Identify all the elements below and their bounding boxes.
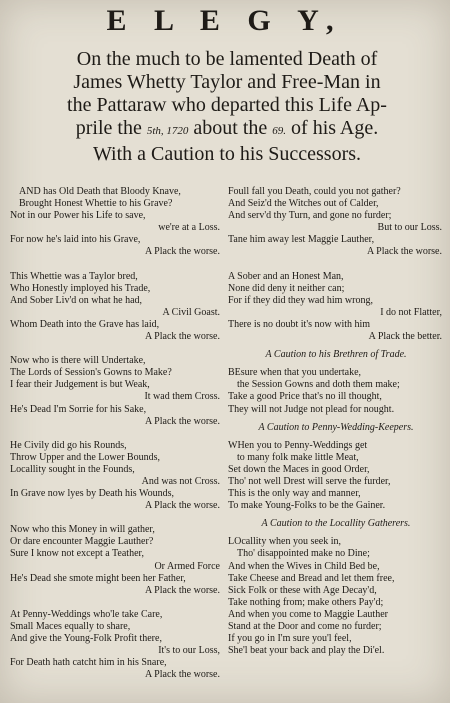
verse-line: And Seiz'd the Witches out of Calder, (228, 198, 379, 210)
verse-line: Now who this Money in will gather, (10, 524, 155, 536)
verse-line: At Penny-Weddings who'le take Care, (10, 608, 163, 620)
verse-line: But to our Loss. (377, 222, 442, 234)
caution-line: the Session Gowns and doth them make; (237, 379, 400, 391)
verse-line (10, 259, 222, 271)
verse-line: There is no doubt it's now with him (228, 318, 371, 330)
caution-line: If you go in I'm sure you'l feel, (228, 633, 352, 645)
caution-line: And when the Wives in Child Bed be, (228, 560, 380, 572)
verse-line: A Plack the worse. (145, 500, 220, 512)
heading-date: 5th, 1720 (146, 125, 189, 137)
caution-line: Tho' disappointed make no Dine; (237, 548, 370, 560)
verse-line: For if they did they wad him wrong, (228, 294, 373, 306)
right-column-verses (228, 186, 444, 343)
verse-line: And Sober Liv'd on what he had, (10, 294, 143, 306)
verse-line (10, 597, 222, 609)
heading-line-4a: prile the (75, 117, 142, 139)
verse-line: A Plack the worse. (145, 584, 220, 596)
verse-line: A Civil Goast. (162, 306, 220, 318)
verse-line: Now who is there will Undertake, (10, 355, 146, 367)
verse-line: I do not Flatter, (380, 306, 442, 318)
verse-line: A Plack the worse. (145, 669, 220, 681)
caution-line: They will not Judge not plead for nought. (228, 403, 395, 415)
verse-line: Who Honestly imployed his Trade, (10, 282, 151, 294)
verse-line: A Sober and an Honest Man, (228, 270, 344, 282)
verse-line (10, 343, 222, 355)
verse-line (228, 259, 444, 271)
caution-line: BEsure when that you undertake, (228, 367, 362, 379)
verse-line: Whom Death into the Grave has laid, (10, 318, 160, 330)
verse-line: Brought Honest Whettie to his Grave? (19, 198, 173, 210)
elegy-title: E L E G Y, (106, 4, 344, 37)
verse-line: Sure I know not except a Teather, (10, 548, 144, 560)
caution-2-verse (228, 440, 444, 513)
caution-line: Set down the Maces in good Order, (228, 463, 370, 475)
caution-3-verse (228, 536, 444, 657)
left-column (10, 186, 222, 681)
verse-line: A Plack the worse. (145, 246, 220, 258)
heading-line-4 (8, 117, 446, 143)
verse-line: A Plack the better. (368, 331, 442, 343)
verse-line: AND has Old Death that Bloody Knave, (19, 186, 181, 197)
verse-line: He's Dead she smote might been her Father, (10, 572, 186, 584)
verse-line: And give the Young-Folk Profit there, (10, 633, 162, 644)
verse-line: Locallity sought in the Founds, (10, 463, 135, 475)
verse-line: For Death hath catcht him in his Snare, (10, 657, 167, 669)
verse-line: It wad them Cross. (144, 391, 220, 403)
caution-line: WHen you to Penny-Weddings get (228, 439, 368, 451)
verse-line: Small Maces equally to share, (10, 620, 131, 632)
caution-line: Take Cheese and Bread and let them free, (228, 572, 395, 584)
verse-line: I fear their Judgement is but Weak, (10, 379, 150, 391)
verse-line: The Lords of Session's Gowns to Make? (10, 367, 172, 379)
caution-line: LOcallity when you seek in, (228, 536, 342, 548)
heading-line-2: James Whetty Taylor and Free-Man in (73, 71, 381, 93)
verse-line: Or dare encounter Maggie Lauther? (10, 536, 154, 548)
verse-line (10, 512, 222, 524)
caution-3-title: A Caution to the Locallity Gatherers. (261, 518, 411, 530)
caution-1-title: A Caution to his Brethren of Trade. (265, 349, 407, 361)
caution-line: This is the only way and manner, (228, 488, 361, 500)
caution-line: And when you come to Maggie Lauther (228, 608, 388, 620)
heading-age: 69. (272, 125, 287, 137)
caution-line: Tho' not well Drest will serve the furder, (228, 475, 391, 487)
heading-line-1: On the much to be lamented Death of (76, 48, 378, 70)
verse-line: Tane him away lest Maggie Lauther, (228, 234, 375, 246)
verse-line: And serv'd thy Turn, and gone no furder; (228, 210, 392, 222)
heading-line-4c: of his Age. (291, 117, 379, 139)
caution-line: Take nothing from; make others Pay'd; (228, 596, 384, 608)
verse-line: Throw Upper and the Lower Bounds, (10, 451, 160, 463)
verse-line (10, 428, 222, 440)
caution-1-verse (228, 367, 444, 415)
verse-line: It's to our Loss, (158, 645, 220, 657)
heading-line-4b: about the (193, 117, 268, 139)
verse-line: He Civily did go his Rounds, (10, 439, 127, 451)
right-column (228, 186, 444, 657)
caution-line: To make Young-Folks to be the Gainer. (228, 500, 386, 512)
elegy-heading (8, 48, 446, 166)
verse-line: He's Dead I'm Sorrie for his Sake, (10, 403, 147, 415)
verse-line: Foull fall you Death, could you not gather? (228, 186, 401, 197)
verse-line: In Grave now lyes by Death his Wounds, (10, 488, 174, 500)
verse-line: And was not Cross. (141, 475, 220, 487)
caution-line: Take a good Price that's no ill thought, (228, 391, 382, 403)
verse-line: Or Armed Force (154, 560, 220, 572)
verse-line: For now he's laid into his Grave, (10, 234, 141, 246)
heading-line-5: With a Caution to his Successors. (92, 143, 362, 165)
verse-line: Not in our Power his Life to save, (10, 210, 146, 222)
heading-line-3: the Pattaraw who departed this Life Ap- (67, 94, 387, 116)
verse-line: This Whettie was a Taylor bred, (10, 270, 138, 282)
verse-line: we're at a Loss. (158, 222, 220, 234)
caution-2-title: A Caution to Penny-Wedding-Keepers. (258, 421, 414, 433)
caution-line: to many folk make little Meat, (237, 451, 359, 463)
caution-line: Stand at the Door and come no furder; (228, 621, 382, 632)
verse-line: A Plack the worse. (145, 331, 220, 343)
verse-line: None did deny it neither can; (228, 282, 345, 294)
verse-line: A Plack the worse. (145, 415, 220, 427)
caution-line: She'l beat your back and play the Di'el. (228, 645, 385, 657)
verse-line: A Plack the worse. (367, 246, 442, 258)
caution-line: Sick Folk or these with Age Decay'd, (228, 584, 377, 596)
